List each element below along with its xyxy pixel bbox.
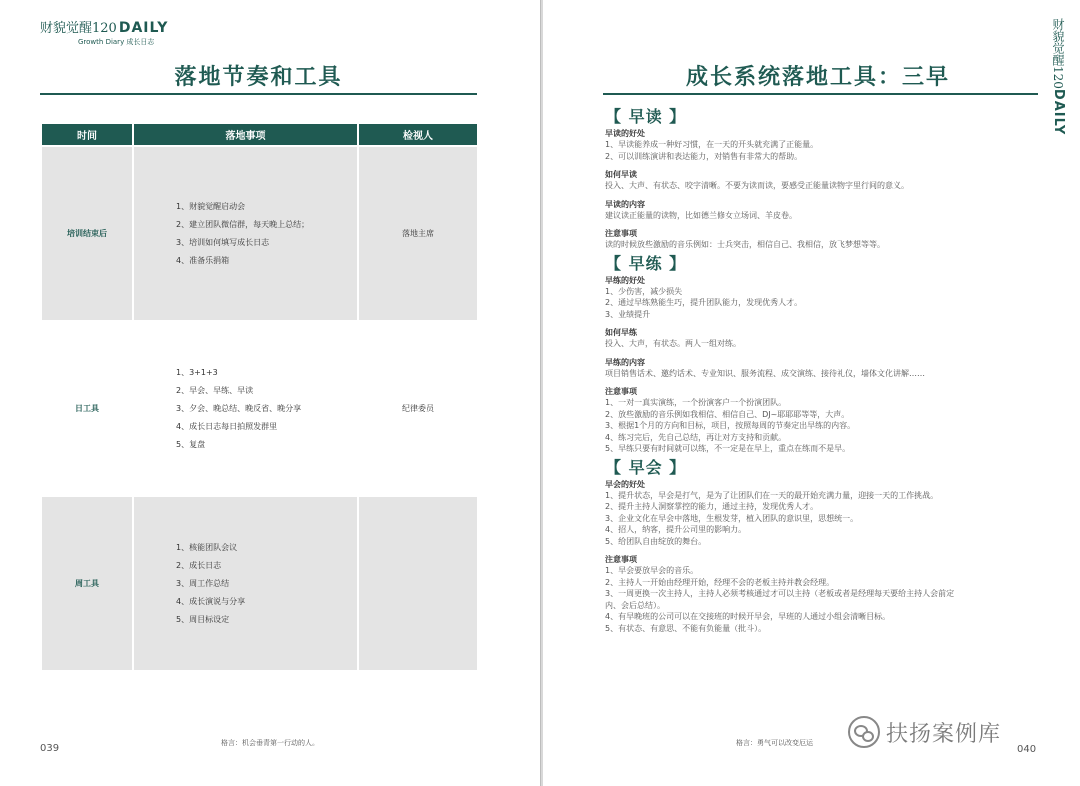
text-line: 读的时候放些激励的音乐例如：士兵突击，相信自己、我相信，放飞梦想等等。 (605, 240, 885, 249)
list-item: 5、复盘 (176, 439, 206, 449)
section-subheading: 早练的好处 (605, 275, 645, 285)
section-subheading: 早读的内容 (605, 199, 645, 209)
brand-logo-vertical (1037, 18, 1067, 148)
text-line: 3、根据1个月的方向和目标，项目，按照每周的节奏定出早练的内容。 (605, 421, 856, 430)
section-subheading: 早练的内容 (605, 357, 645, 367)
list-item: 3、培训如何填写成长日志 (176, 237, 270, 247)
text-line: 2、通过早练熟能生巧，提升团队能力，发现优秀人才。 (605, 298, 803, 307)
section-heading: 【 早读 】 (605, 107, 687, 126)
text-line: 投入、大声、有状态、咬字清晰。不要为读而读，要感受正能量读物字里行间的意义。 (605, 181, 909, 190)
brand-logo (40, 17, 168, 47)
title-divider (603, 93, 1038, 95)
text-line: 5、给团队自由绽放的舞台。 (605, 536, 707, 546)
text-line: 4、练习完后，先自己总结，再让对方支持和贡献。 (605, 432, 787, 442)
text-line: 2、提升主持人洞察掌控的能力，通过主持，发现优秀人才。 (605, 502, 819, 511)
table-header-row (41, 123, 478, 146)
text-line: 投入、大声，有状态。两人一组对练。 (605, 339, 741, 348)
text-line: 1、早会要放早会的音乐。 (605, 566, 699, 575)
wechat-icon (848, 716, 880, 748)
page-number: 040 (1017, 744, 1037, 755)
page-title: 成长系统落地工具：三早 (685, 65, 950, 90)
table-row (41, 146, 478, 321)
row-items (133, 496, 358, 671)
text-line: 2、可以训练演讲和表达能力，对销售有非常大的帮助。 (605, 151, 803, 161)
row-inspector (358, 496, 478, 671)
text-line: 5、早练只要有时间就可以练，不一定是在早上，重点在练而不是早。 (605, 444, 851, 453)
text-line: 1、少伤害，减少损失 (605, 286, 683, 296)
text-line: 3、一周更换一次主持人，主持人必须考核通过才可以主持（老板或者是经理每天要给主持人会前定 (605, 589, 955, 598)
section-heading: 【 早会 】 (605, 457, 687, 477)
title-divider (40, 93, 477, 95)
footer-motto: 格言：机会垂青第一行动的人。 (221, 739, 319, 747)
list-item: 1、财貌觉醒启动会 (176, 201, 246, 211)
table-row (41, 496, 478, 671)
row-items (133, 321, 358, 496)
text-line: 3、业绩提升 (605, 309, 651, 319)
header-items: 落地事项 (133, 123, 358, 146)
text-line: 5、有状态、有意思、不能有负能量（批斗）。 (605, 623, 767, 633)
footer-motto: 格言：勇气可以改变厄运 (736, 739, 813, 747)
header-inspector: 检视人 (358, 123, 478, 146)
watermark (848, 716, 1001, 748)
text-line: 4、有早晚班的公司可以在交接班的时候开早会，早班的人通过小组会清晰目标。 (605, 612, 891, 621)
text-line: 1、一对一真实演练，一个扮演客户一个扮演团队。 (605, 398, 787, 407)
watermark-text: 扶扬案例库 (886, 721, 1002, 747)
row-inspector: 纪律委员 (358, 321, 478, 496)
list-item: 5、周目标设定 (176, 614, 230, 624)
row-time: 周工具 (41, 496, 133, 671)
list-item: 4、准备乐捐箱 (176, 255, 230, 265)
text-line: 项目销售话术、邀约话术、专业知识、服务流程、成交演练、接待礼仪，墙体文化讲解…… (605, 368, 925, 378)
text-line: 4、招人，纳客，提升公司里的影响力。 (605, 525, 747, 534)
brand-daily: DAILY (118, 20, 169, 36)
text-line: 1、提升状态，早会是打气，是为了让团队们在一天的最开始充满力量，迎接一天的工作挑战。 (605, 490, 939, 500)
section-subheading: 早读的好处 (605, 129, 645, 138)
header-time: 时间 (41, 123, 133, 146)
list-item: 1、3+1+3 (176, 367, 218, 377)
text-line: 内、会后总结）。 (605, 600, 665, 610)
list-item: 2、早会、早练、早读 (176, 385, 254, 395)
text-line: 建议读正能量的读物，比如德兰修女立场词、羊皮卷。 (605, 210, 797, 220)
text-line: 1、早读能养成一种好习惯，在一天的开头就充满了正能量。 (605, 140, 819, 149)
section-subheading: 注意事项 (605, 229, 637, 238)
list-item: 1、核能团队会议 (176, 542, 238, 552)
row-time: 培训结束后 (41, 146, 133, 321)
page-title: 落地节奏和工具 (174, 65, 343, 90)
list-item: 2、建立团队微信群，每天晚上总结； (176, 219, 310, 229)
list-item: 2、成长日志 (176, 560, 222, 570)
section-subheading: 注意事项 (605, 387, 637, 396)
schedule-table (40, 122, 479, 672)
three-mornings-content (605, 108, 1025, 634)
section-subheading: 注意事项 (605, 555, 637, 564)
section-subheading: 早会的好处 (605, 479, 645, 489)
brand-subtitle: Growth Diary 成长日志 (78, 38, 155, 46)
brand-name: 财貌觉醒120 (40, 21, 117, 36)
row-inspector: 落地主席 (358, 146, 478, 321)
page-number: 039 (40, 743, 60, 754)
text-line: 2、主持人一开始由经理开始，经理不会的老板主持并教会经理。 (605, 577, 835, 587)
list-item: 4、成长演说与分享 (176, 596, 246, 606)
right-page (543, 0, 1080, 786)
row-items (133, 146, 358, 321)
brand-name: 财貌觉醒120 (1051, 18, 1065, 89)
table-row (41, 321, 478, 496)
section-heading: 【 早练 】 (605, 253, 687, 273)
list-item: 4、成长日志每日拍照发群里 (176, 421, 278, 431)
row-time: 日工具 (41, 321, 133, 496)
text-line: 3、企业文化在早会中落地，生根发芽，植入团队的意识里，思想统一。 (605, 513, 859, 523)
section-subheading: 如何早练 (605, 328, 637, 337)
list-item: 3、夕会、晚总结、晚反省、晚分享 (176, 403, 302, 413)
text-line: 2、放些激励的音乐例如我相信、相信自己、DJ~耶耶耶等等，大声。 (605, 409, 850, 419)
brand-daily: DAILY (1051, 88, 1066, 136)
section-subheading: 如何早读 (605, 170, 637, 179)
list-item: 3、周工作总结 (176, 578, 230, 588)
